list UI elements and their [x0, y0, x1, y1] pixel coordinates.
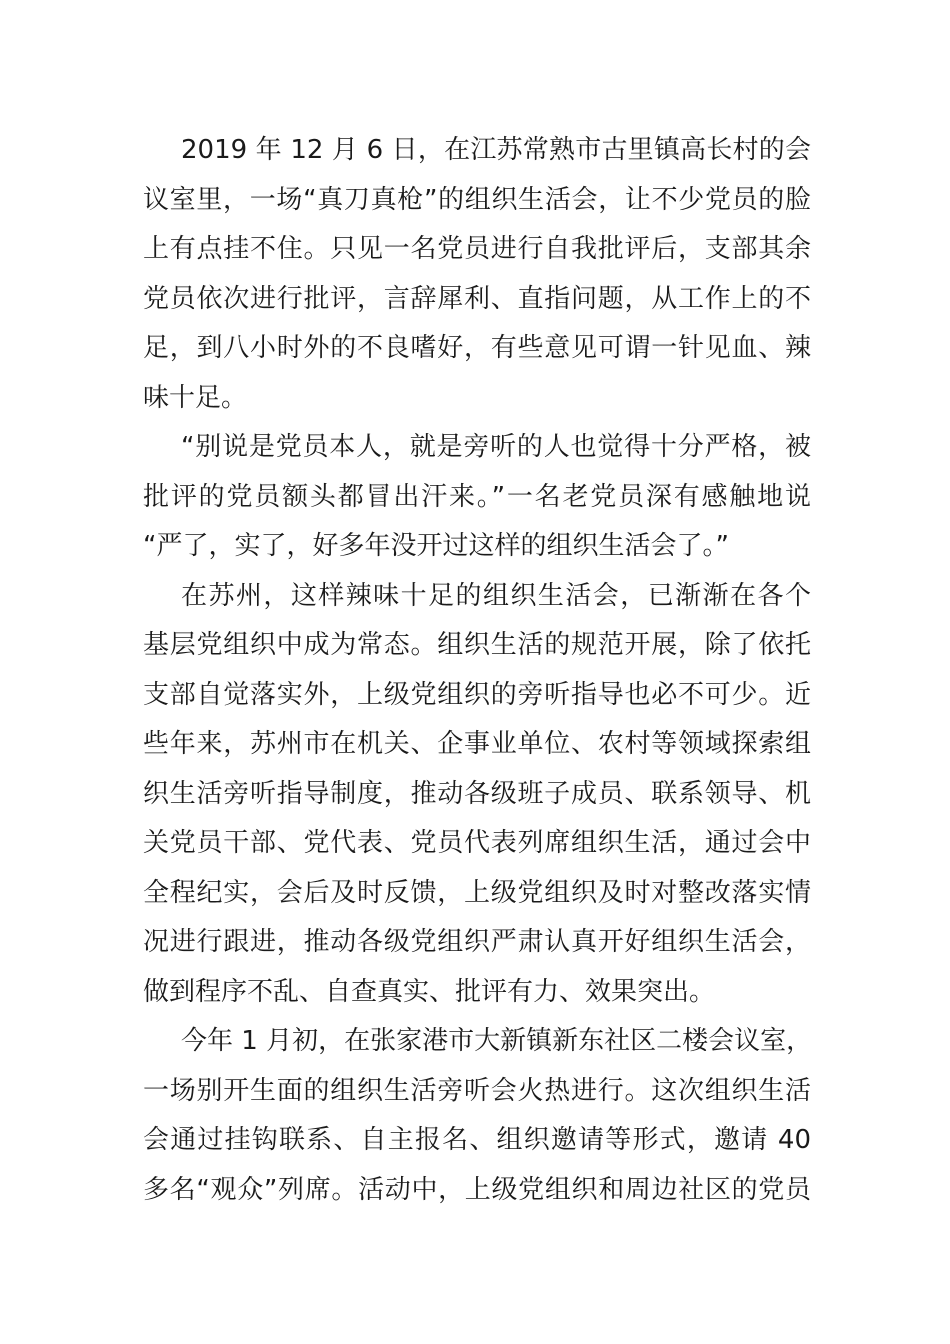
text-line: 基层党组织中成为常态。组织生活的规范开展，除了依托	[143, 630, 811, 660]
text-line: 2019 年 12 月 6 日，在江苏常熟市古里镇高长村的会	[181, 135, 811, 165]
text-line: 批评的党员额头都冒出汗来。”一名老党员深有感触地说	[143, 481, 811, 512]
text-line: 在苏州，这样辣味十足的组织生活会，已渐渐在各个	[181, 580, 811, 611]
text-line: 议室里，一场“真刀真枪”的组织生活会，让不少党员的脸	[143, 184, 811, 215]
article-body	[143, 126, 811, 1215]
text-line: 一场别开生面的组织生活旁听会火热进行。这次组织生活	[143, 1075, 811, 1106]
text-line: 味十足。	[143, 382, 248, 413]
text-line: 关党员干部、党代表、党员代表列席组织生活，通过会中	[143, 828, 811, 858]
text-line: 上有点挂不住。只见一名党员进行自我批评后，支部其余	[143, 234, 811, 264]
paragraph-3	[143, 572, 811, 1018]
text-line: 织生活旁听指导制度，推动各级班子成员、联系领导、机	[143, 778, 811, 809]
text-line: 况进行跟进，推动各级党组织严肃认真开好组织生活会，	[143, 927, 811, 957]
paragraph-4	[143, 1017, 811, 1215]
text-line: 些年来，苏州市在机关、企事业单位、农村等领域探索组	[143, 729, 811, 759]
text-line: 做到程序不乱、自查真实、批评有力、效果突出。	[143, 976, 716, 1007]
text-line: 会通过挂钩联系、自主报名、组织邀请等形式，邀请 40	[143, 1125, 811, 1155]
text-line: 全程纪实，会后及时反馈，上级党组织及时对整改落实情	[143, 877, 811, 908]
text-line: 支部自觉落实外，上级党组织的旁听指导也必不可少。近	[143, 679, 811, 710]
paragraph-1	[143, 126, 811, 423]
text-line: 多名“观众”列席。活动中，上级党组织和周边社区的党员	[143, 1174, 811, 1205]
paragraph-2	[143, 423, 811, 572]
text-line: 今年 1 月初，在张家港市大新镇新东社区二楼会议室，	[181, 1026, 813, 1056]
text-line: 足，到八小时外的不良嗜好，有些意见可谓一针见血、辣	[143, 333, 811, 363]
text-line: “别说是党员本人，就是旁听的人也觉得十分严格，被	[181, 432, 811, 462]
text-line: “严了，实了，好多年没开过这样的组织生活会了。”	[143, 531, 729, 561]
text-line: 党员依次进行批评，言辞犀利、直指问题，从工作上的不	[143, 283, 811, 314]
